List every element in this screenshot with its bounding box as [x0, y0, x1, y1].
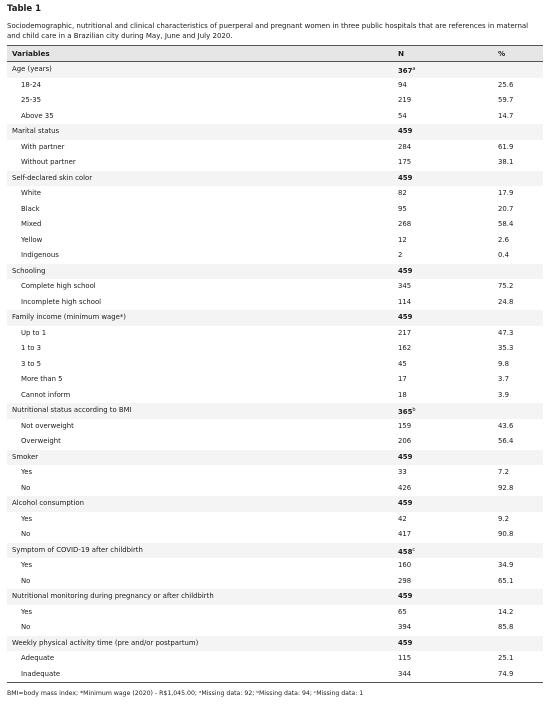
row-label: Complete high school: [21, 282, 96, 290]
row-n: [398, 574, 411, 590]
row-percent: 24.8: [498, 297, 514, 306]
row-n: [398, 465, 407, 481]
row-n-value: 298: [398, 576, 412, 585]
row-label: No: [21, 623, 31, 631]
row-label: Smoker: [12, 452, 39, 461]
row-n: [398, 78, 407, 94]
row-n-value: 206: [398, 437, 412, 445]
row-n-value: 284: [398, 142, 412, 151]
row-n-value: 18: [398, 390, 407, 399]
row-n-value: 162: [398, 344, 412, 352]
row-n-value: 175: [398, 158, 412, 166]
row-label: 18-24: [21, 80, 42, 89]
row-n: [398, 651, 411, 667]
row-label: More than 5: [21, 375, 63, 383]
row-percent: 3.7: [498, 375, 509, 383]
header-n: N: [398, 49, 405, 58]
table-body: [7, 62, 543, 682]
row-label: Indigenous: [21, 251, 59, 259]
table-row: [7, 620, 543, 636]
row-percent: 61.9: [498, 142, 514, 151]
table-row: [7, 651, 543, 667]
row-n-value: 65: [398, 607, 407, 616]
table-group-row: [7, 496, 543, 512]
row-n: [398, 202, 407, 218]
row-n: [398, 434, 411, 450]
row-percent: 25.6: [498, 80, 514, 89]
table-row: [7, 558, 543, 574]
row-percent: 90.8: [498, 530, 514, 538]
row-n: [398, 496, 412, 512]
row-n-value: 458: [398, 547, 413, 556]
row-n: [398, 667, 411, 683]
table-caption: Sociodemographic, nutritional and clinical characteristics of puerperal and pregnant women in three public hospitals that are references in maternal and child care in a Brazilian city during May, June and July 2020.: [7, 22, 529, 40]
table-bottom-rule: [7, 682, 543, 683]
row-n: [398, 558, 411, 574]
row-n-value: 459: [398, 592, 413, 600]
row-label: Family income (minimum wage*): [12, 313, 126, 321]
row-n: [398, 124, 412, 140]
row-n: [398, 279, 411, 295]
row-n-value: 459: [398, 499, 413, 507]
row-n-value: 160: [398, 561, 412, 569]
table-row: [7, 667, 543, 683]
row-percent: 47.3: [498, 328, 514, 337]
row-n: [398, 419, 411, 435]
row-percent: 34.9: [498, 561, 514, 569]
row-n: [398, 233, 407, 249]
row-percent: 92.8: [498, 483, 514, 492]
row-label: No: [21, 483, 31, 492]
row-label: Incomplete high school: [21, 297, 102, 306]
table-row: [7, 605, 543, 621]
table-row: [7, 574, 543, 590]
row-n-value: 345: [398, 282, 412, 290]
table-row: [7, 279, 543, 295]
row-label: White: [21, 189, 42, 197]
row-label: Nutritional status according to BMI: [12, 406, 132, 414]
table-row: [7, 233, 543, 249]
row-label: Weekly physical activity time (pre and/or postpartum): [12, 638, 199, 647]
row-n-value: 95: [398, 204, 407, 213]
row-n-footnote-marker: b: [412, 407, 416, 413]
row-percent: 17.9: [498, 189, 514, 197]
table-group-row: [7, 636, 543, 652]
row-n: [398, 527, 411, 543]
table-row: [7, 419, 543, 435]
row-n-value: 365: [398, 408, 413, 416]
table-row: [7, 295, 543, 311]
row-label: Marital status: [12, 127, 60, 135]
row-n: [398, 589, 412, 605]
row-n-value: 45: [398, 359, 407, 368]
row-percent: 35.3: [498, 344, 514, 352]
row-n: [398, 217, 411, 233]
row-n-value: 33: [398, 468, 407, 476]
row-label: Up to 1: [21, 328, 47, 337]
row-label: Yes: [21, 607, 33, 616]
row-n-value: 459: [398, 266, 413, 275]
row-n-value: 17: [398, 375, 407, 383]
row-n: [398, 171, 412, 187]
row-n-value: 426: [398, 483, 412, 492]
row-n: [398, 605, 407, 621]
row-percent: 58.4: [498, 220, 514, 228]
row-n: [398, 620, 411, 636]
row-n: [398, 248, 402, 264]
table-row: [7, 217, 543, 233]
row-n: [398, 155, 411, 171]
row-percent: 74.9: [498, 669, 514, 678]
row-label: With partner: [21, 142, 65, 151]
table-row: [7, 527, 543, 543]
row-label: Without partner: [21, 158, 76, 166]
row-n-value: 94: [398, 80, 407, 89]
row-label: Alcohol consumption: [12, 499, 84, 507]
row-label: Symptom of COVID-19 after childbirth: [12, 545, 143, 554]
table-group-row: [7, 62, 543, 78]
row-label: Yellow: [21, 235, 43, 244]
table-row: [7, 326, 543, 342]
table-group-row: [7, 450, 543, 466]
row-label: Self-declared skin color: [12, 173, 93, 182]
row-percent: 43.6: [498, 421, 514, 430]
row-n: [398, 310, 412, 326]
row-percent: 75.2: [498, 282, 514, 290]
table-label: Table 1: [7, 4, 42, 14]
row-percent: 3.9: [498, 390, 509, 399]
table-group-row: [7, 543, 543, 559]
table-row: [7, 512, 543, 528]
table-row: [7, 186, 543, 202]
table-row: [7, 155, 543, 171]
row-n-value: 459: [398, 313, 413, 321]
row-n-footnote-marker: c: [412, 546, 416, 553]
table-row: [7, 465, 543, 481]
header-variables: Variables: [12, 49, 50, 58]
table-group-row: [7, 589, 543, 605]
row-n-value: 115: [398, 654, 412, 662]
table-row: [7, 202, 543, 218]
table-row: [7, 341, 543, 357]
row-label: Age (years): [12, 65, 52, 73]
row-label: 3 to 5: [21, 359, 42, 368]
table-group-row: [7, 403, 543, 419]
row-percent: 25.1: [498, 654, 514, 662]
header-percent: %: [498, 49, 506, 58]
row-n-value: 344: [398, 669, 412, 678]
row-percent: 14.7: [498, 111, 514, 120]
row-n: [398, 512, 407, 528]
row-percent: 56.4: [498, 437, 514, 445]
row-label: Yes: [21, 514, 33, 523]
row-label: Inadequate: [21, 669, 61, 678]
row-percent: 65.1: [498, 576, 514, 585]
table-row: [7, 388, 543, 404]
row-n: [398, 450, 412, 466]
row-label: Nutritional monitoring during pregnancy or after childbirth: [12, 592, 214, 600]
table-row: [7, 481, 543, 497]
row-percent: 9.2: [498, 514, 509, 523]
data-table: [7, 45, 543, 683]
row-n: [398, 341, 411, 357]
row-label: Yes: [21, 468, 33, 476]
row-n: [398, 636, 412, 652]
row-n-value: 82: [398, 189, 407, 197]
row-label: No: [21, 576, 31, 585]
row-label: Overweight: [21, 437, 61, 445]
row-percent: 2.6: [498, 235, 509, 244]
row-percent: 9.8: [498, 359, 509, 368]
row-n-footnote-marker: a: [412, 66, 416, 72]
row-n: [398, 388, 407, 404]
table-row: [7, 248, 543, 264]
row-n: [398, 140, 411, 156]
row-percent: 0.4: [498, 251, 509, 259]
row-n-value: 159: [398, 421, 412, 430]
row-n-value: 217: [398, 328, 412, 337]
table-header: [7, 45, 543, 62]
row-percent: 59.7: [498, 96, 514, 104]
row-n-value: 417: [398, 530, 412, 538]
row-n-value: 268: [398, 220, 412, 228]
row-label: Mixed: [21, 220, 42, 228]
row-n-value: 459: [398, 638, 413, 647]
row-n-value: 459: [398, 452, 413, 461]
row-n-value: 12: [398, 235, 407, 244]
row-n-value: 219: [398, 96, 412, 104]
table-row: [7, 357, 543, 373]
row-label: 1 to 3: [21, 344, 42, 352]
row-label: Above 35: [21, 111, 54, 120]
table-row: [7, 109, 543, 125]
row-n-value: 54: [398, 111, 407, 120]
row-n: [398, 186, 407, 202]
row-label: Black: [21, 204, 40, 213]
row-percent: 7.2: [498, 468, 509, 476]
row-n: [398, 295, 411, 311]
table-row: [7, 372, 543, 388]
row-percent: 14.2: [498, 607, 514, 616]
row-n-value: 114: [398, 297, 412, 306]
table-row: [7, 140, 543, 156]
row-n: [398, 481, 411, 497]
row-label: No: [21, 530, 31, 538]
row-n: [398, 326, 411, 342]
row-n-value: 394: [398, 623, 412, 631]
row-label: Schooling: [12, 266, 46, 275]
row-n: [398, 372, 407, 388]
table-footnote: BMI=body mass index; *Minimum wage (2020) - R$1,045.00; ᵃMissing data: 92; ᵇMissing data: 94; ᶜMissing data: 1: [7, 690, 364, 697]
row-percent: 38.1: [498, 158, 514, 166]
row-n-value: 367: [398, 67, 413, 75]
table-row: [7, 434, 543, 450]
table-row: [7, 78, 543, 94]
table-group-row: [7, 124, 543, 140]
table-group-row: [7, 310, 543, 326]
row-percent: 85.8: [498, 623, 514, 631]
table-group-row: [7, 264, 543, 280]
row-n-value: 459: [398, 127, 413, 135]
row-label: Not overweight: [21, 421, 74, 430]
row-percent: 20.7: [498, 204, 514, 213]
table-group-row: [7, 171, 543, 187]
row-n-value: 2: [398, 251, 403, 259]
row-label: Adequate: [21, 654, 55, 662]
table-row: [7, 93, 543, 109]
row-label: 25-35: [21, 96, 42, 104]
row-label: Cannot inform: [21, 390, 71, 399]
row-n: [398, 357, 407, 373]
row-n: [398, 93, 411, 109]
row-n-value: 459: [398, 173, 413, 182]
row-label: Yes: [21, 561, 33, 569]
row-n-value: 42: [398, 514, 407, 523]
row-n: [398, 109, 407, 125]
row-n: [398, 264, 412, 280]
